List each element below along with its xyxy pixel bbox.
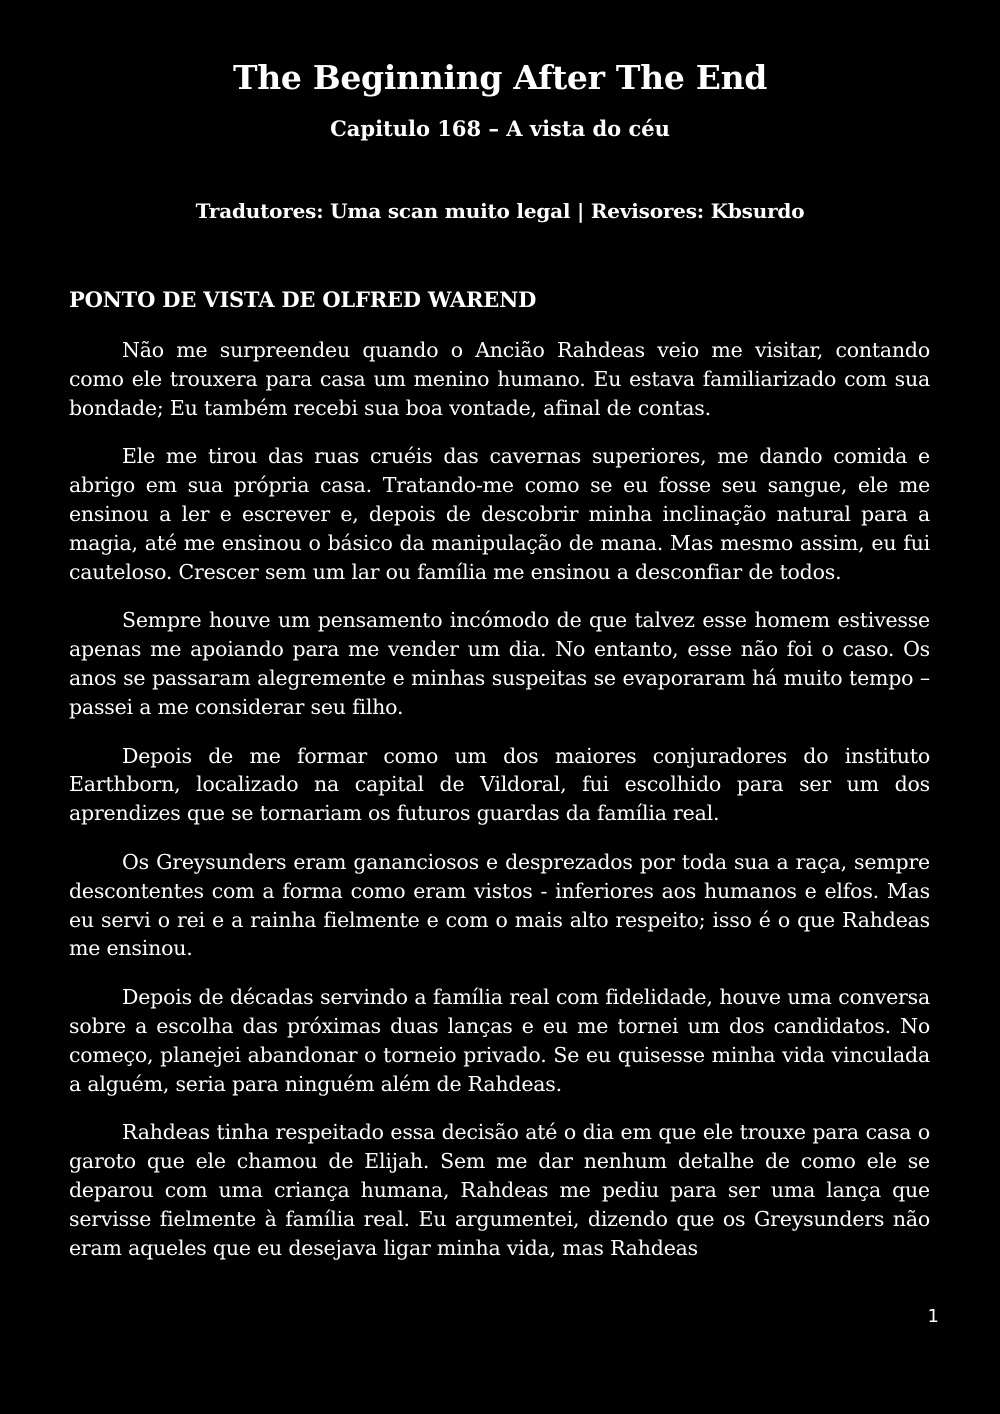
- paragraph: Ele me tirou das ruas cruéis das cavernas superiores, me dando comida e abrigo em sua própria casa. Tratando-me como se eu fosse seu sangue, ele me ensinou a ler e escrever e, depois de descobrir minha inclinação natural para a magia, até me ensinou o básico da manipulação de mana. Mas mesmo assim, eu fui cauteloso. Crescer sem um lar ou família me ensinou a desconfiar de todos.: [69, 444, 930, 584]
- paragraph: Os Greysunders eram gananciosos e desprezados por toda sua a raça, sempre descontentes com a forma como eram vistos - inferiores aos humanos e elfos. Mas eu servi o rei e a rainha fielmente e com o mais alto respeito; isso é o que Rahdeas me ensinou.: [69, 849, 930, 961]
- paragraph: Não me surpreendeu quando o Ancião Rahdeas veio me visitar, contando como ele trouxera para casa um menino humano. Eu estava familiarizado com sua bondade; Eu também recebi sua boa vontade, afinal de contas.: [69, 338, 930, 420]
- paragraph: Rahdeas tinha respeitado essa decisão até o dia em que ele trouxe para casa o garoto que ele chamou de Elijah. Sem me dar nenhum detalhe de como ele se deparou com uma criança humana, Rahdeas me pediu para ser uma lança que servisse fielmente à família real. Eu argumentei, dizendo que os Greysunders não eram aqueles que eu desejava ligar minha vida, mas Rahdeas: [69, 1120, 930, 1260]
- section-heading: PONTO DE VISTA DE OLFRED WAREND: [69, 287, 537, 312]
- paragraph: Sempre houve um pensamento incómodo de que talvez esse homem estivesse apenas me apoiando para me vender um dia. No entanto, esse não foi o caso. Os anos se passaram alegremente e minhas suspeitas se evaporaram há muito tempo – passei a me considerar seu filho.: [69, 608, 930, 719]
- body-text: [69, 336, 930, 1282]
- paragraph: Depois de me formar como um dos maiores conjuradores do instituto Earthborn, localizado na capital de Vildoral, fui escolhido para ser um dos aprendizes que se tornariam os futuros guardas da família real.: [69, 743, 930, 826]
- credits-line: Tradutores: Uma scan muito legal | Revisores: Kbsurdo: [195, 199, 805, 223]
- page-number: 1: [927, 1306, 939, 1327]
- paragraph: Depois de décadas servindo a família real com fidelidade, houve uma conversa sobre a escolha das próximas duas lanças e eu me tornei um dos candidatos. No começo, planejei abandonar o torneio privado. Se eu quisesse minha vida vinculada a alguém, seria para ninguém além de Rahdeas.: [69, 985, 930, 1096]
- document-title: The Beginning After The End: [232, 58, 768, 97]
- chapter-title: Capitulo 168 – A vista do céu: [330, 116, 670, 141]
